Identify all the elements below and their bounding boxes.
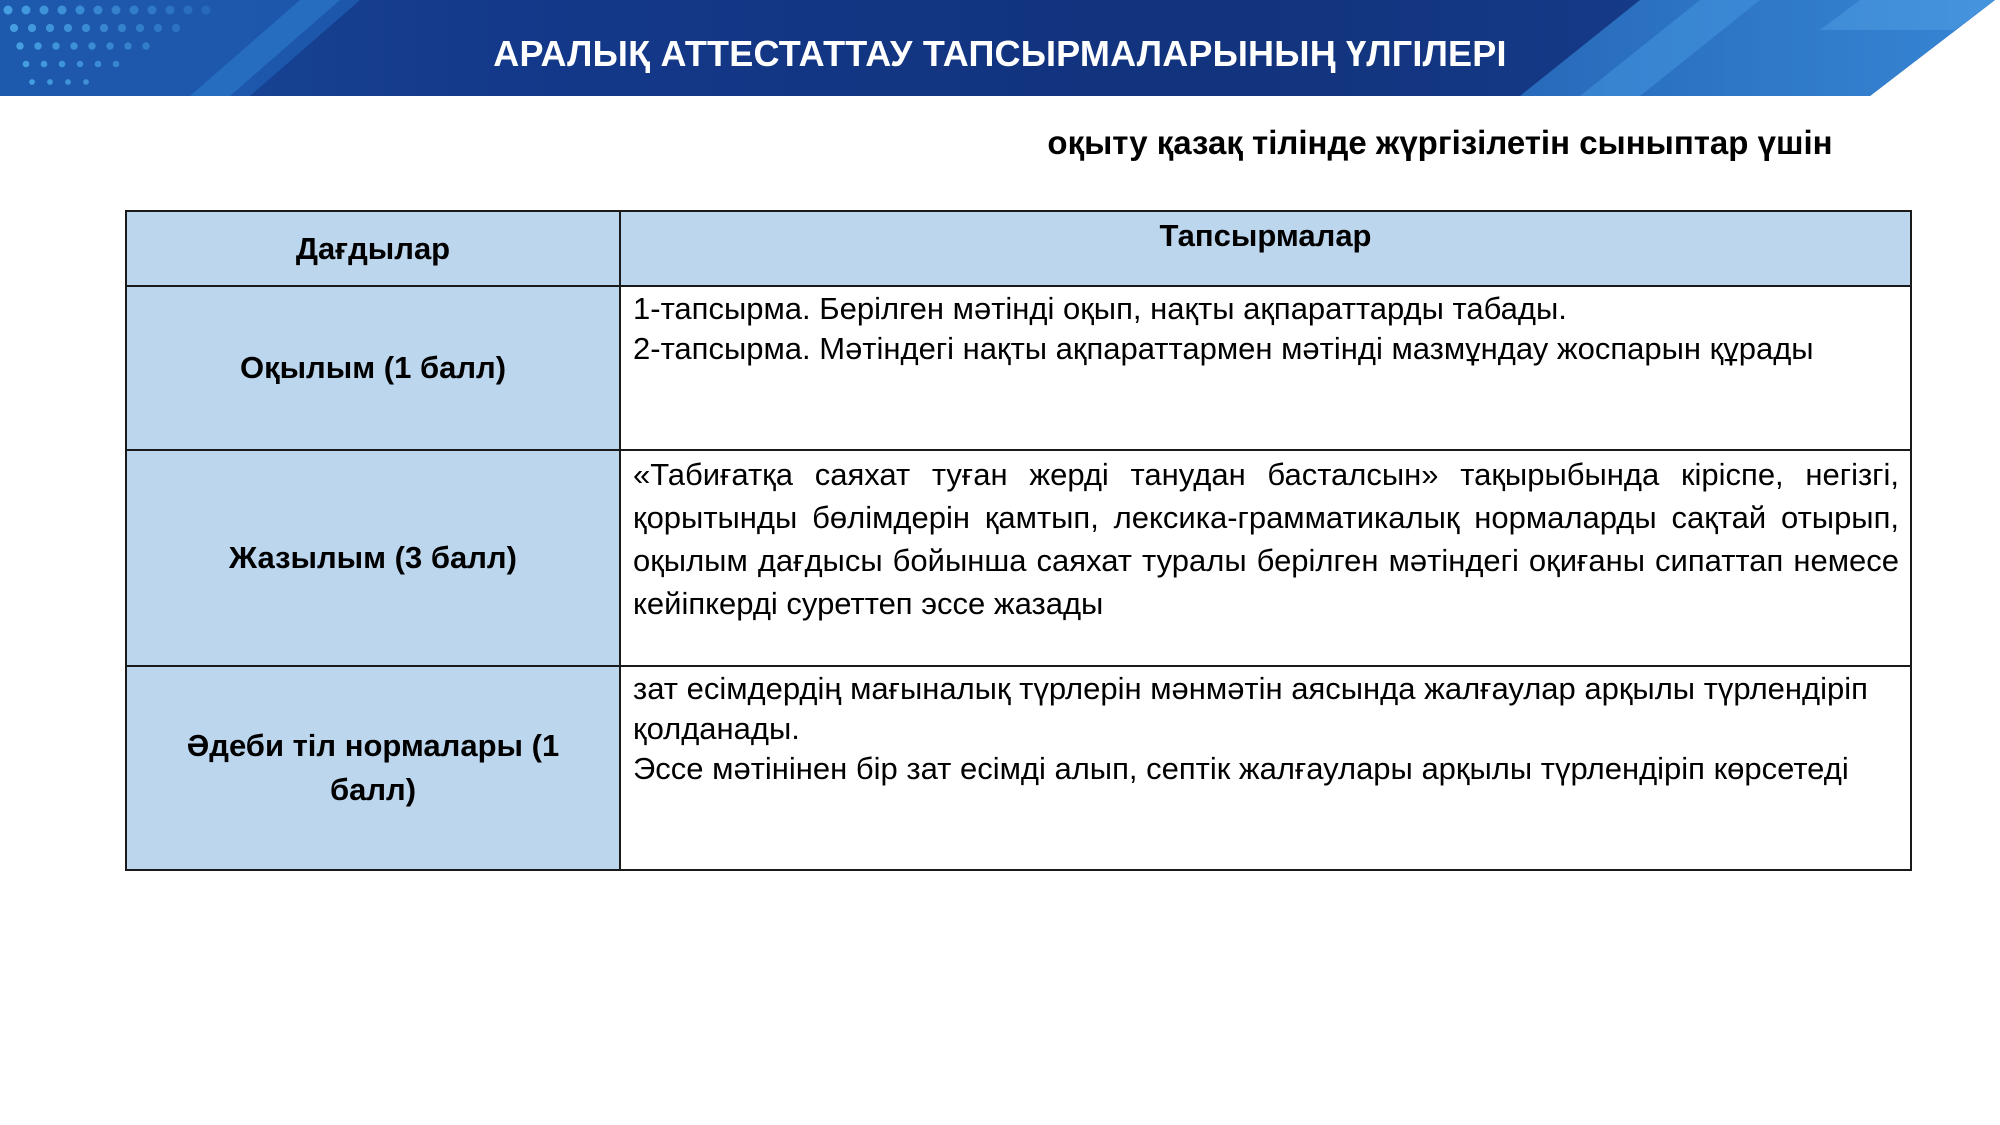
tasks-cell: [620, 450, 1911, 666]
skill-cell: [126, 666, 620, 870]
skill-cell: Жазылым (3 балл): [126, 450, 620, 666]
column-header-tasks: Тапсырмалар: [620, 211, 1911, 286]
skill-label: Әдеби тіл нормалары (1 балл): [186, 728, 560, 807]
table-row: [126, 450, 1911, 666]
task-text: «Табиғатқа саяхат туған жерді танудан басталсын» тақырыбында кіріспе, негізгі, қорытынды бөлімдерін қамтып, лексика-грамматикалық нормаларды сақтай отырып, оқылым дағдысы бойынша саяхат туралы берілген мәтіндегі оқиғаны сипаттап немесе кейіпкерді суреттеп эссе жазады: [633, 457, 1899, 621]
task-text: 1-тапсырма. Берілген мәтінді оқып, нақты ақпараттарды табады.: [633, 291, 1567, 326]
column-header-skills: Дағдылар: [126, 211, 620, 286]
table-row: [126, 286, 1911, 450]
header-banner: [0, 0, 2000, 96]
tasks-cell: [620, 666, 1911, 870]
tasks-cell: [620, 286, 1911, 450]
task-text: зат есімдердің мағыналық түрлерін мәнмәтін аясында жалғаулар арқылы түрлендіріп қолданады.: [633, 671, 1868, 746]
task-text: 2-тапсырма. Мәтіндегі нақты ақпараттармен мәтінді мазмұндау жоспарын құрады: [633, 331, 1814, 366]
tasks-table: [125, 210, 1912, 871]
table-row: [126, 666, 1911, 870]
table-header-row: [126, 211, 1911, 286]
page-subtitle: оқыту қазақ тілінде жүргізілетін сыныптар үшін: [1047, 124, 1833, 161]
page-title: АРАЛЫҚ АТТЕСТАТТАУ ТАПСЫРМАЛАРЫНЫҢ ҮЛГІЛЕРІ: [493, 33, 1507, 74]
skill-cell: Оқылым (1 балл): [126, 286, 620, 450]
task-text: Эссе мәтінінен бір зат есімді алып, септік жалғаулары арқылы түрлендіріп көрсетеді: [633, 751, 1849, 786]
